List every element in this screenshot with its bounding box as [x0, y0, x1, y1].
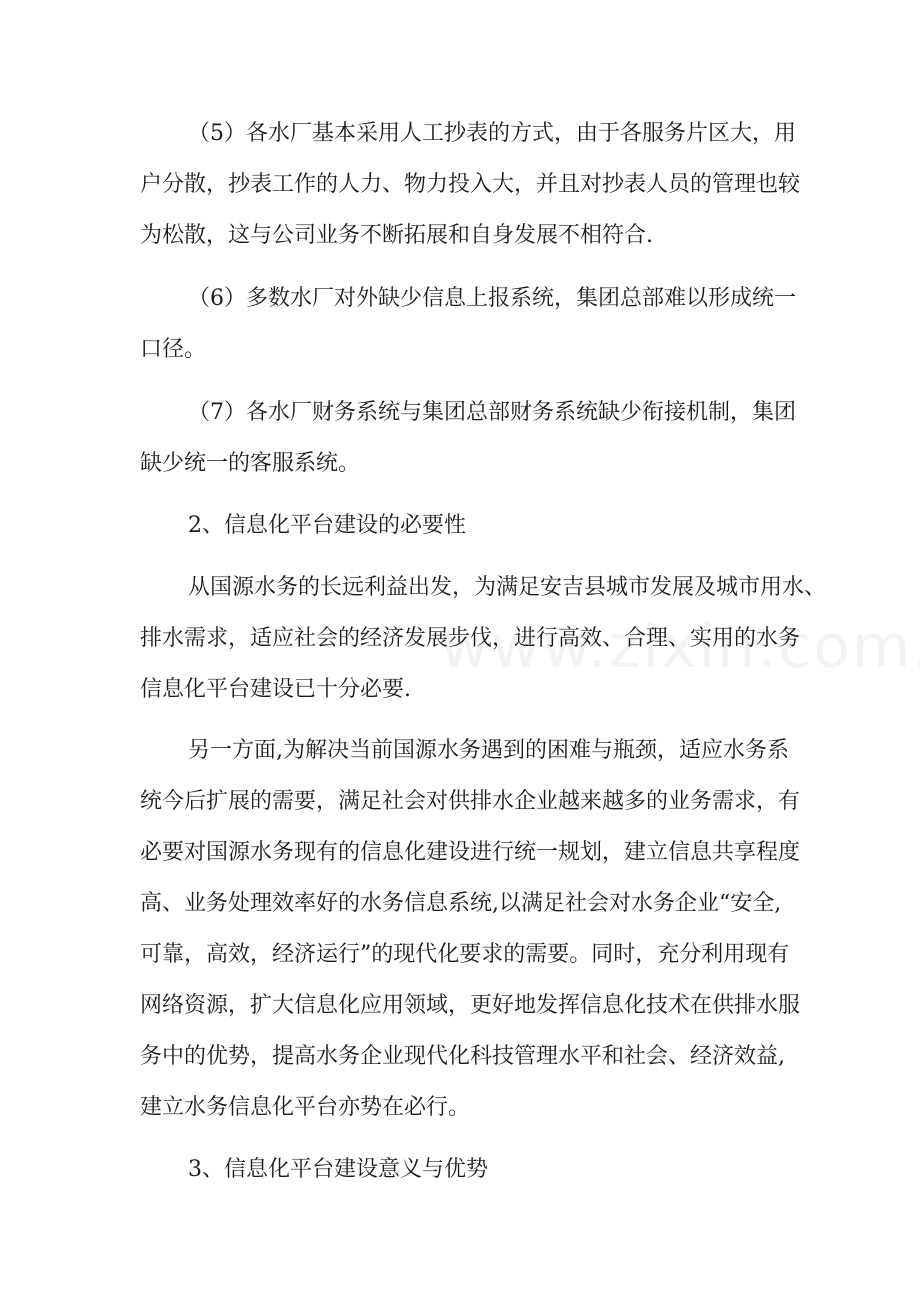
paragraph-line: 户分散，抄表工作的人力、物力投入大，并且对抄表人员的管理也较	[140, 172, 801, 197]
paragraph-line: 可靠，高效，经济运行”的现代化要求的需要。同时，充分利用现有	[140, 942, 790, 967]
section-heading: 3、信息化平台建设意义与优势	[188, 1157, 488, 1182]
paragraph-line: 信息化平台建设已十分必要.	[140, 677, 411, 702]
paragraph-line: 统今后扩展的需要，满足社会对供排水企业越来越多的业务需求，有	[140, 789, 801, 814]
paragraph-line: 缺少统一的客服系统。	[140, 451, 361, 476]
paragraph-line: 高、业务处理效率好的水务信息系统,以满足社会对水务企业“安全,	[140, 891, 782, 916]
section-heading: 2、信息化平台建设的必要性	[188, 513, 466, 538]
paragraph-line: 从国源水务的长远利益出发，为满足安吉县城市发展及城市用水、	[188, 575, 827, 600]
paragraph-line: 必要对国源水务现有的信息化建设进行统一规划，建立信息共享程度	[140, 840, 801, 865]
paragraph-line: 排水需求，适应社会的经济发展步伐，进行高效、合理、实用的水务	[140, 626, 801, 651]
paragraph-line: 为松散，这与公司业务不断拓展和自身发展不相符合.	[140, 223, 653, 248]
paragraph-line: 另一方面,为解决当前国源水务遇到的困难与瓶颈，适应水务系	[188, 738, 789, 763]
paragraph-line: （5）各水厂基本采用人工抄表的方式，由于各服务片区大，用	[188, 121, 796, 146]
paragraph-line: 口径。	[140, 337, 207, 362]
paragraph-line: 务中的优势，提高水务企业现代化科技管理水平和社会、经济效益,	[140, 1044, 785, 1069]
paragraph-line: 建立水务信息化平台亦势在必行。	[140, 1095, 471, 1120]
paragraph-line: （7）各水厂财务系统与集团总部财务系统缺少衔接机制，集团	[188, 400, 796, 425]
paragraph-line: （6）多数水厂对外缺少信息上报系统，集团总部难以形成统一	[188, 286, 796, 311]
paragraph-line: 网络资源，扩大信息化应用领域，更好地发挥信息化技术在供排水服	[140, 993, 801, 1018]
